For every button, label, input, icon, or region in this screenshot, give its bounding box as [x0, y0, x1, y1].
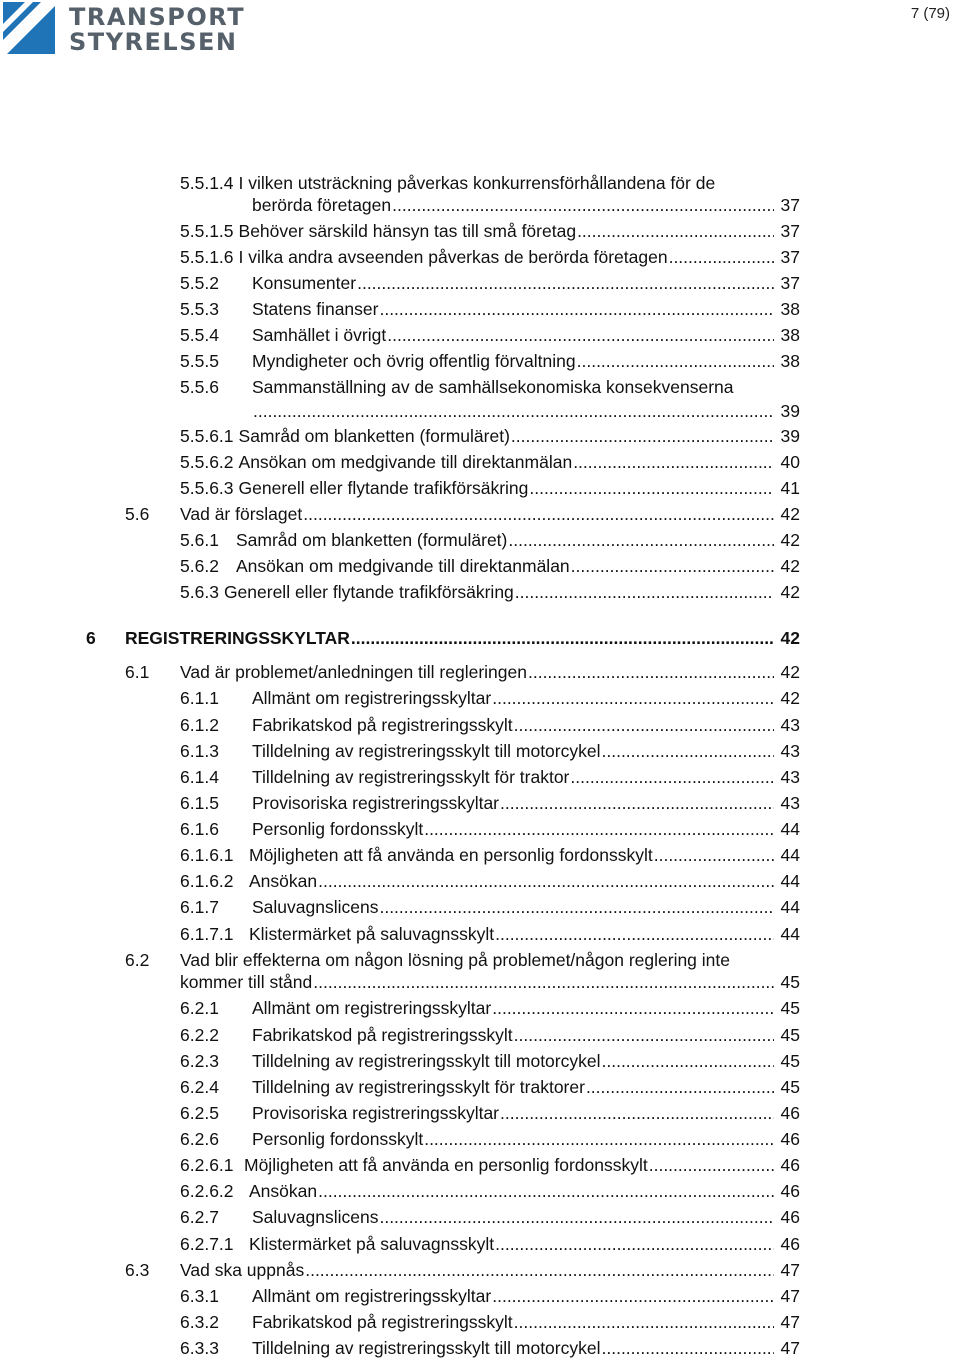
toc-dot-leader: [586, 1076, 774, 1098]
toc-entry-title: I vilken utsträckning påverkas konkurrensförhållandena för de: [238, 173, 716, 193]
toc-entry-title: Ansökan om medgivande till direktanmälan: [236, 556, 570, 576]
toc-entry-title: Möjligheten att få använda en personlig fordonsskylt: [244, 1155, 648, 1175]
toc-entry-page: 44: [780, 924, 800, 944]
toc-entry-title: Generell eller flytande trafikförsäkring: [223, 582, 514, 602]
toc-entry-title: Klistermärket på saluvagnsskylt: [249, 1234, 495, 1254]
toc-entry-page: 42: [780, 530, 800, 550]
toc-dot-leader: [495, 923, 774, 945]
logo-text-line1: TRANSPORT: [69, 3, 246, 31]
logo-text-line2: STYRELSEN: [69, 28, 238, 56]
toc-entry-page: 45: [780, 998, 800, 1018]
toc-entry-page: 39: [780, 401, 800, 421]
toc-entry-page: 46: [780, 1207, 800, 1227]
toc-entry-number: 6.1.1: [180, 688, 219, 708]
toc-entry-title: Sammanställning av de samhällsekonomiska konsekvenserna: [252, 377, 734, 397]
toc-dot-leader: [379, 1206, 774, 1228]
toc-dot-leader: [318, 870, 774, 892]
toc-dot-leader: [253, 400, 774, 422]
toc-dot-leader: [577, 350, 774, 372]
toc-entry-title: Möjligheten att få använda en personlig fordonsskylt: [249, 845, 653, 865]
toc-entry-number: 5.5.3: [180, 299, 219, 319]
toc-entry-title: Personlig fordonsskylt: [252, 1129, 424, 1149]
toc-entry-page: 42: [780, 628, 800, 648]
toc-dot-leader: [570, 766, 774, 788]
toc-dot-leader: [305, 1259, 774, 1281]
toc-entry-title: Allmänt om registreringsskyltar: [252, 1286, 492, 1306]
toc-entry-number: 6.2.7: [180, 1207, 219, 1227]
toc-entry-title: Vad är problemet/anledningen till regleringen: [180, 662, 527, 682]
toc-dot-leader: [357, 272, 774, 294]
toc-entry-page: 47: [780, 1312, 800, 1332]
toc-dot-leader: [577, 220, 774, 242]
toc-entry-page: 43: [780, 715, 800, 735]
toc-entry-number: 6.1.6: [180, 819, 219, 839]
toc-dot-leader: [500, 792, 774, 814]
toc-entry-number: 6.2.7.1: [180, 1234, 234, 1254]
toc-entry-number: 6.3.2: [180, 1312, 219, 1332]
toc-entry-number: 6.2.6: [180, 1129, 219, 1149]
toc-dot-leader: [573, 451, 774, 473]
toc-dot-leader: [492, 997, 774, 1019]
toc-entry-page: 45: [780, 1051, 800, 1071]
toc-dot-leader: [318, 1180, 774, 1202]
toc-dot-leader: [602, 1050, 775, 1072]
toc-entry-number: 5.6.2: [180, 556, 219, 576]
toc-entry-page: 46: [780, 1234, 800, 1254]
toc-entry-number: 5.6: [125, 504, 150, 524]
toc-entry-title: Tilldelning av registreringsskylt till motorcykel: [252, 1338, 601, 1358]
toc-entry-title-continued: berörda företagen: [252, 195, 392, 215]
toc-entry-page: 42: [780, 556, 800, 576]
toc-entry-page: 44: [780, 871, 800, 891]
toc-entry-number: 6.3.3: [180, 1338, 219, 1358]
toc-entry-page: 42: [780, 688, 800, 708]
toc-dot-leader: [424, 818, 774, 840]
toc-entry-page: 42: [780, 504, 800, 524]
toc-dot-leader: [649, 1154, 774, 1176]
toc-dot-leader: [500, 1102, 774, 1124]
toc-dot-leader: [492, 1285, 774, 1307]
toc-entry-number: 6.1.5: [180, 793, 219, 813]
toc-entry-number: 6.1.6.2: [180, 871, 234, 891]
toc-entry-title: Vad blir effekterna om någon lösning på problemet/någon reglering inte: [180, 950, 730, 970]
toc-entry-title: Vad ska uppnås: [180, 1260, 305, 1280]
toc-entry-number: 6.2.2: [180, 1025, 219, 1045]
toc-entry-title: Klistermärket på saluvagnsskylt: [249, 924, 495, 944]
toc-entry-number: 5.5.1.5: [180, 221, 234, 241]
toc-entry-number: 5.5.5: [180, 351, 219, 371]
toc-entry-number: 5.5.1.6: [180, 247, 234, 267]
toc-dot-leader: [571, 555, 774, 577]
toc-entry-number: 6.1: [125, 662, 150, 682]
toc-entry-page: 46: [780, 1155, 800, 1175]
toc-entry-number: 6.2.6.1: [180, 1155, 234, 1175]
toc-entry-title: Generell eller flytande trafikförsäkring: [238, 478, 529, 498]
toc-entry-title: Ansökan om medgivande till direktanmälan: [238, 452, 573, 472]
toc-entry-title: Provisoriska registreringsskyltar: [252, 1103, 500, 1123]
toc-entry-page: 42: [780, 662, 800, 682]
toc-entry-page: 46: [780, 1103, 800, 1123]
toc-entry-page: 43: [780, 767, 800, 787]
toc-entry-number: 6.2.5: [180, 1103, 219, 1123]
toc-entry-number: 6.2: [125, 950, 150, 970]
toc-entry-page: 46: [780, 1181, 800, 1201]
toc-entry-number: 6.3: [125, 1260, 150, 1280]
toc-dot-leader: [351, 627, 774, 649]
toc-entry-number: 6.1.2: [180, 715, 219, 735]
toc-entry-title: Myndigheter och övrig offentlig förvaltning: [252, 351, 576, 371]
toc-entry-title: Behöver särskild hänsyn tas till små företag: [238, 221, 577, 241]
toc-entry-number: 6.1.7.1: [180, 924, 234, 944]
toc-entry-number: 5.5.6.2: [180, 452, 234, 472]
toc-dot-leader: [669, 246, 774, 268]
toc-entry-number: 6.2.6.2: [180, 1181, 234, 1201]
toc-entry-number: 6: [86, 628, 96, 648]
toc-entry-number: 5.6.1: [180, 530, 219, 550]
toc-entry-page: 41: [780, 478, 800, 498]
toc-entry-page: 45: [780, 972, 800, 992]
toc-entry-number: 5.5.2: [180, 273, 219, 293]
toc-entry-page: 43: [780, 741, 800, 761]
toc-entry-title: Tilldelning av registreringsskylt för traktorer: [252, 1077, 585, 1097]
toc-dot-leader: [492, 687, 774, 709]
toc-dot-leader: [515, 581, 774, 603]
toc-entry-title: Provisoriska registreringsskyltar: [252, 793, 500, 813]
toc-entry-title: Fabrikatskod på registreringsskylt: [252, 1312, 513, 1332]
toc-entry-title: Saluvagnslicens: [252, 1207, 379, 1227]
toc-entry-title: Tilldelning av registreringsskylt till motorcykel: [252, 1051, 601, 1071]
toc-entry-page: 44: [780, 897, 800, 917]
toc-entry-title: Samråd om blanketten (formuläret): [236, 530, 508, 550]
toc-entry-page: 38: [780, 299, 800, 319]
toc-entry-number: 6.1.7: [180, 897, 219, 917]
toc-entry-title: Allmänt om registreringsskyltar: [252, 998, 492, 1018]
toc-entry-page: 44: [780, 845, 800, 865]
toc-entry-title: Vad är förslaget: [180, 504, 303, 524]
toc-entry-title: Tilldelning av registreringsskylt för traktor: [252, 767, 570, 787]
toc-entry-page: 38: [780, 325, 800, 345]
toc-entry-number: 6.3.1: [180, 1286, 219, 1306]
toc-entry-number: 6.2.4: [180, 1077, 219, 1097]
toc-dot-leader: [424, 1128, 774, 1150]
toc-entry-title: Personlig fordonsskylt: [252, 819, 424, 839]
toc-dot-leader: [529, 477, 774, 499]
toc-entry-title: Fabrikatskod på registreringsskylt: [252, 1025, 513, 1045]
toc-entry-number: 5.5.6.1: [180, 426, 234, 446]
page-number: 7 (79): [910, 5, 950, 22]
toc-dot-leader: [379, 896, 774, 918]
toc-entry-number: 6.2.1: [180, 998, 219, 1018]
toc-dot-leader: [511, 425, 774, 447]
toc-entry-page: 44: [780, 819, 800, 839]
toc-dot-leader: [508, 529, 774, 551]
toc-entry-page: 37: [780, 273, 800, 293]
toc-entry-title: Samråd om blanketten (formuläret): [238, 426, 510, 446]
toc-dot-leader: [602, 1337, 775, 1359]
toc-entry-title: Fabrikatskod på registreringsskylt: [252, 715, 513, 735]
toc-entry-page: 37: [780, 247, 800, 267]
toc-entry-page: 37: [780, 221, 800, 241]
toc-entry-title: Samhället i övrigt: [252, 325, 387, 345]
toc-entry-title-continued: kommer till stånd: [180, 972, 313, 992]
toc-entry-page: 43: [780, 793, 800, 813]
toc-dot-leader: [313, 971, 774, 993]
toc-entry-page: 45: [780, 1077, 800, 1097]
toc-dot-leader: [303, 503, 774, 525]
toc-entry-page: 47: [780, 1286, 800, 1306]
toc-dot-leader: [528, 661, 774, 683]
toc-entry-number: 5.5.4: [180, 325, 219, 345]
toc-entry-number: 5.5.1.4: [180, 173, 234, 193]
toc-entry-title: Saluvagnslicens: [252, 897, 379, 917]
toc-entry-page: 45: [780, 1025, 800, 1045]
toc-entry-page: 47: [780, 1260, 800, 1280]
toc-dot-leader: [387, 324, 774, 346]
toc-entry-page: 47: [780, 1338, 800, 1358]
toc-entry-title: Ansökan: [249, 1181, 318, 1201]
toc-entry-title: Ansökan: [249, 871, 318, 891]
toc-entry-title: I vilka andra avseenden påverkas de berörda företagen: [238, 247, 668, 267]
toc-entry-page: 37: [780, 195, 800, 215]
toc-entry-number: 5.5.6: [180, 377, 219, 397]
toc-entry-page: 42: [780, 582, 800, 602]
toc-entry-title: Allmänt om registreringsskyltar: [252, 688, 492, 708]
toc-entry-title: REGISTRERINGSSKYLTAR: [125, 628, 350, 648]
toc-entry-title: Statens finanser: [252, 299, 379, 319]
toc-entry-number: 6.1.3: [180, 741, 219, 761]
toc-entry-page: 38: [780, 351, 800, 371]
toc-dot-leader: [379, 298, 774, 320]
toc-entry-number: 6.1.6.1: [180, 845, 234, 865]
toc-entry-page: 46: [780, 1129, 800, 1149]
toc-entry-number: 5.5.6.3: [180, 478, 234, 498]
toc-entry-number: 6.1.4: [180, 767, 219, 787]
toc-entry-title: Konsumenter: [252, 273, 357, 293]
toc-dot-leader: [654, 844, 774, 866]
toc-entry-page: 39: [780, 426, 800, 446]
toc-dot-leader: [514, 1024, 774, 1046]
toc-entry-page: 40: [780, 452, 800, 472]
toc-dot-leader: [392, 194, 774, 216]
toc-dot-leader: [602, 740, 775, 762]
toc-dot-leader: [495, 1233, 774, 1255]
toc-entry-number: 6.2.3: [180, 1051, 219, 1071]
toc-entry-title: Tilldelning av registreringsskylt till motorcykel: [252, 741, 601, 761]
toc-dot-leader: [514, 1311, 774, 1333]
toc-entry-number: 5.6.3: [180, 582, 219, 602]
toc-dot-leader: [514, 714, 774, 736]
